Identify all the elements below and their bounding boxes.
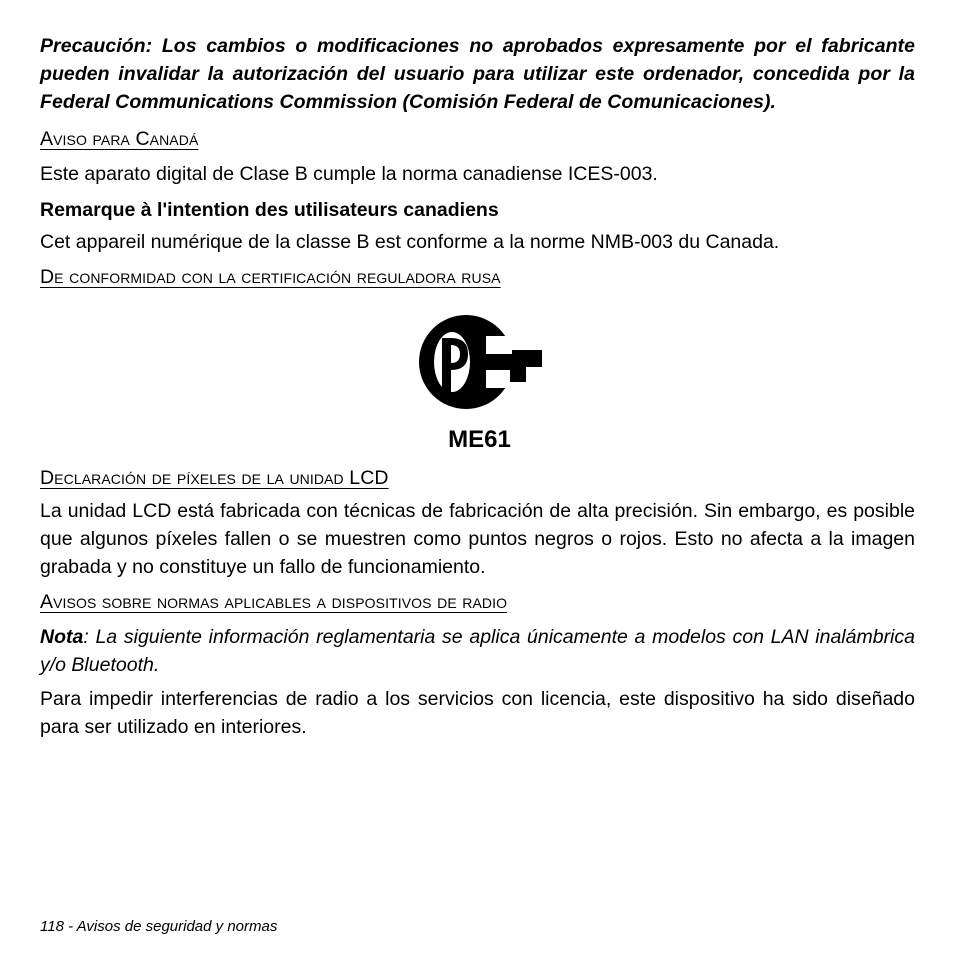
lcd-text: La unidad LCD está fabricada con técnicas de fabricación de alta precisión. Sin embargo, es posible que algunos píxeles fallen o se muestren como puntos negros o rojos. Esto no afecta a la imagen grabada y no constituye un fallo de funcionamiento. xyxy=(40,500,915,578)
page-footer: 118 - Avisos de seguridad y normas xyxy=(40,918,278,935)
canada-text: Este aparato digital de Clase B cumple la norma canadiense ICES-003. xyxy=(40,163,658,185)
radio-note-label: Nota xyxy=(40,626,84,648)
russia-certification-code: ME61 xyxy=(448,426,511,453)
radio-note xyxy=(40,623,915,679)
russia-heading: De conformidad con la certificación reguladora rusa xyxy=(40,266,501,288)
radio-heading-wrap xyxy=(40,591,915,617)
page-content xyxy=(40,32,915,741)
radio-text: Para impedir interferencias de radio a los servicios con licencia, este dispositivo ha sido diseñado para ser utilizado en interiores. xyxy=(40,688,915,738)
russia-heading-wrap xyxy=(40,266,915,292)
canada-french-heading: Remarque à l'intention des utilisateurs canadiens xyxy=(40,199,499,221)
fcc-caution-text: Precaución: Los cambios o modificaciones no aprobados expresamente por el fabricante pueden invalidar la autorización del usuario para utilizar este ordenador, concedida por la Federal Communications Commission (Comisión Federal de Comunicaciones). xyxy=(40,35,915,113)
canada-french-text: Cet appareil numérique de la classe B est conforme a la norme NMB-003 du Canada. xyxy=(40,231,780,253)
lcd-heading-wrap xyxy=(40,467,915,493)
radio-note-text: : La siguiente información reglamentaria se aplica únicamente a modelos con LAN inalámbrica y/o Bluetooth. xyxy=(40,626,915,676)
radio-heading: Avisos sobre normas aplicables a dispositivos de radio xyxy=(40,591,508,613)
canada-heading-wrap xyxy=(40,128,915,154)
russia-logo-area xyxy=(40,314,915,426)
canada-heading: Aviso para Canadá xyxy=(40,128,199,150)
lcd-heading: Declaración de píxeles de la unidad LCD xyxy=(40,467,389,489)
pct-certification-mark-icon xyxy=(418,314,544,410)
